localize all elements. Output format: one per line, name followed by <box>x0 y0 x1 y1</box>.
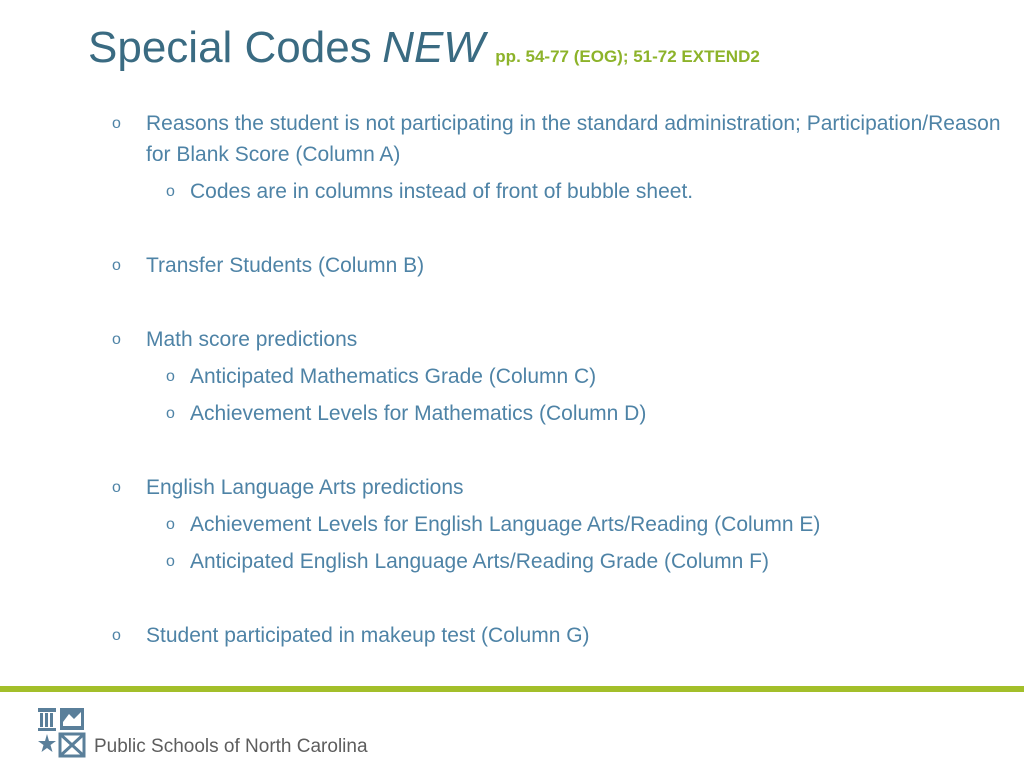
bullet-text: Reasons the student is not participating in the standard administration; Participation/Reason for Blank Score (Column A) <box>146 112 1001 166</box>
title-new-badge: NEW <box>382 23 485 72</box>
bullet-marker: o <box>112 257 121 274</box>
bullet-list <box>112 108 1002 651</box>
sub-bullet-text: Achievement Levels for English Language Arts/Reading (Column E) <box>190 513 821 536</box>
bullet-text: English Language Arts predictions <box>146 476 464 499</box>
bullet-text: Transfer Students (Column B) <box>146 254 425 277</box>
bullet-item <box>112 620 1002 651</box>
dpi-logo-icon <box>36 704 92 760</box>
sub-bullet-text: Anticipated Mathematics Grade (Column C) <box>190 365 597 388</box>
sub-bullet-marker: o <box>166 516 175 533</box>
bullet-marker: o <box>112 115 121 132</box>
sub-bullet-item <box>112 509 1002 540</box>
bullet-item <box>112 324 1002 355</box>
bullet-marker: o <box>112 331 121 348</box>
sub-bullet-text: Codes are in columns instead of front of bubble sheet. <box>190 180 694 203</box>
bullet-text: Math score predictions <box>146 328 358 351</box>
bullet-text: Student participated in makeup test (Column G) <box>146 624 590 647</box>
footer-divider <box>0 686 1024 692</box>
bullet-marker: o <box>112 479 121 496</box>
bullet-item <box>112 250 1002 281</box>
sub-bullet-text: Achievement Levels for Mathematics (Column D) <box>190 402 647 425</box>
sub-bullet-marker: o <box>166 405 175 422</box>
sub-bullet-marker: o <box>166 183 175 200</box>
sub-bullet-item <box>112 546 1002 577</box>
sub-bullet-marker: o <box>166 553 175 570</box>
sub-bullet-marker: o <box>166 368 175 385</box>
title-page-reference: pp. 54-77 (EOG); 51-72 EXTEND2 <box>495 47 760 66</box>
bullet-item <box>112 472 1002 503</box>
sub-bullet-item <box>112 361 1002 392</box>
slide-title <box>88 24 760 72</box>
bullet-marker: o <box>112 627 121 644</box>
sub-bullet-item <box>112 398 1002 429</box>
sub-bullet-text: Anticipated English Language Arts/Reading Grade (Column F) <box>190 550 769 573</box>
bullet-item <box>112 108 1002 170</box>
sub-bullet-item <box>112 176 1002 207</box>
title-main: Special Codes <box>88 23 372 72</box>
footer-organization-name: Public Schools of North Carolina <box>94 736 368 757</box>
